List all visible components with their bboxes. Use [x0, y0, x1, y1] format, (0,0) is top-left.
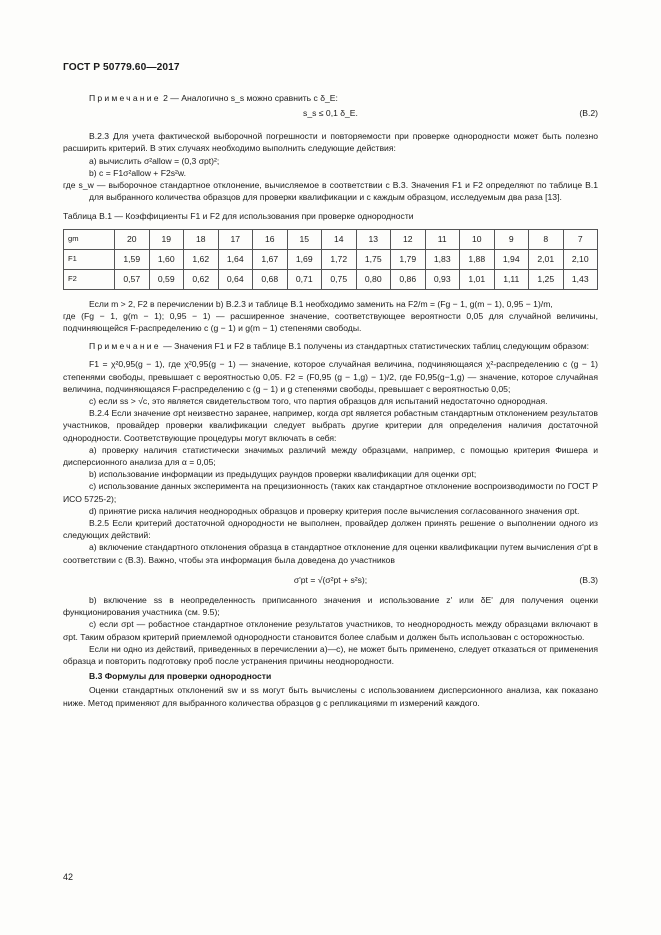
table-cell: 11 — [425, 229, 460, 249]
table-cell: 1,62 — [184, 249, 219, 269]
table-cell: 13 — [356, 229, 391, 249]
table-cell: 9 — [494, 229, 529, 249]
table-cell: 15 — [287, 229, 322, 249]
paragraph-m2: Если m > 2, F2 в перечислении b) B.2.3 и таблице B.1 необходимо заменить на F2/m = (Fg − 1, g(m − 1), 0,95 − 1)/m, — [89, 298, 553, 309]
note-text: — Значения F1 и F2 в таблице B.1 получены из стандартных статистических таблиц следующим образом: — [163, 341, 590, 352]
table-cell: 0,64 — [218, 269, 253, 289]
where-sw: где s_w — выборочное стандартное отклонение, вычисляемое в соответствии с B.3. Значения F1 и F2 определяют по таблице B.1 для выбранного количества образцов для проверки квалификации и с каждым образцом, исследуемым два раза [13]. — [63, 180, 598, 203]
table-caption: Таблица B.1 — Коэффициенты F1 и F2 для использования при проверке однородности — [63, 211, 414, 222]
formula-b2-number: (B.2) — [579, 108, 598, 119]
page-number: 42 — [63, 872, 74, 882]
list-item-c: c) если ss > √c, это является свидетельством того, что партия образцов для испытаний недостаточно однородная. — [89, 396, 548, 407]
table-cell: 1,25 — [529, 269, 564, 289]
b25-closing: Если ни одно из действий, приведенных в перечислении a)—c), не может быть применено, следует отказаться от применения образца и повторить подготовку проб после устранения причины неоднородности. — [63, 643, 598, 666]
table-header-row — [64, 229, 598, 249]
table-cell: 2,10 — [563, 249, 598, 269]
b24-item-a: a) проверку наличия статистически значимых различий между образцами, например, с помощью критерия Фишера и дисперсионного анализа для α = 0,05; — [63, 444, 598, 468]
paragraph-b24: B.2.4 Если значение σpt неизвестно заранее, например, когда σpt является робастным стандартным отклонением результатов участников, провайдер проверки квалификации следует выбрать другие критерии для определения наличия достаточной однородности. Соответствующие процедуры могут включать в себя: — [63, 408, 598, 443]
table-cell: 16 — [253, 229, 288, 249]
page-content — [63, 92, 598, 709]
b25-item-b: b) включение ss в неопределенность приписанного значения и использование z' или δE' для получения оценки функционирования участника (см. 9.5); — [63, 594, 598, 618]
b24-item-c: c) использование данных эксперимента на прецизионность (таких как стандартное отклонение воспроизводимости по ГОСТ Р ИСО 5725-2); — [63, 481, 598, 504]
note-3 — [63, 340, 598, 352]
section-heading-b3: B.3 Формулы для проверки однородности — [89, 671, 272, 682]
table-cell: 1,59 — [115, 249, 150, 269]
table-cell: 20 — [115, 229, 150, 249]
table-cell: 0,57 — [115, 269, 150, 289]
paragraph-b3: Оценки стандартных отклонений sw и ss могут быть вычислены с использованием дисперсионного анализа, как показано ниже. Метод применяют для выбранного количества образцов g с репликациями m измерений каждого. — [63, 685, 598, 708]
table-cell: 1,11 — [494, 269, 529, 289]
paragraph-b23: B.2.3 Для учета фактической выборочной погрешности и повторяемости при проверке однородности может быть полезно расширить критерий. В этих случаях необходимо выполнить следующие действия: — [63, 131, 598, 154]
formula-b2-expr: s_s ≤ 0,1 δ_E. — [303, 108, 358, 119]
table-cell: 1,67 — [253, 249, 288, 269]
table-cell: F2 — [64, 269, 115, 289]
formula-b3-number: (B.3) — [579, 574, 598, 585]
formula-b3 — [63, 566, 598, 594]
list-item-a: a) вычислить σ²allow = (0,3 σpt)²; — [89, 155, 220, 166]
table-cell: 2,01 — [529, 249, 564, 269]
table-cell: 0,93 — [425, 269, 460, 289]
table-cell: 10 — [460, 229, 495, 249]
table-cell: 0,86 — [391, 269, 426, 289]
table-cell: gm — [64, 229, 115, 249]
list-item-b: b) c = F1σ²allow + F2s²w. — [89, 167, 186, 178]
table-cell: 12 — [391, 229, 426, 249]
table-row-f2 — [64, 269, 598, 289]
note-label: Примечание — [89, 341, 161, 352]
table-cell: 0,62 — [184, 269, 219, 289]
table-cell: 1,69 — [287, 249, 322, 269]
table-cell: 0,68 — [253, 269, 288, 289]
table-cell: 1,43 — [563, 269, 598, 289]
paragraph-m2-where: где (Fg − 1, g(m − 1); 0,95 − 1) — расширенное значение, соответствующее вероятности 0,05 для случайной величины, подчиняющейся F-распределению с (g − 1) и g(m − 1) степенями свободы. — [63, 310, 598, 334]
table-cell: 19 — [149, 229, 184, 249]
document-header: ГОСТ Р 50779.60—2017 — [63, 62, 180, 73]
table-cell: 1,72 — [322, 249, 357, 269]
table-cell: 1,64 — [218, 249, 253, 269]
note-text: 2 — Аналогично s_s можно сравнить с δ_E: — [163, 93, 338, 103]
table-cell: 0,75 — [322, 269, 357, 289]
table-cell: 14 — [322, 229, 357, 249]
paragraph-b25: B.2.5 Если критерий достаточной однородности не выполнен, провайдер должен принять решение о выполнении одного из следующих действий: — [63, 518, 598, 541]
formula-b3-expr: σ'pt = √(σ²pt + s²s); — [293, 574, 368, 585]
table-row-f1 — [64, 249, 598, 269]
table-cell: 17 — [218, 229, 253, 249]
coefficients-table — [63, 229, 598, 290]
table-cell: 1,83 — [425, 249, 460, 269]
note-2 — [63, 92, 598, 104]
b24-item-d: d) принятие риска наличия неоднородных образцов и проверку критерия после вычисления согласованного значения σpt. — [89, 505, 580, 516]
table-cell: 7 — [563, 229, 598, 249]
table-cell: F1 — [64, 249, 115, 269]
table-cell: 0,71 — [287, 269, 322, 289]
b25-item-c: c) если σpt — робастное стандартное отклонение результатов участников, то неоднородность между образцами включают в σpt. Таким образом критерий приемлемой однородности становится более слабым и должен быть использован с осторожностью. — [63, 619, 598, 642]
table-cell: 1,88 — [460, 249, 495, 269]
table-cell: 1,94 — [494, 249, 529, 269]
b24-item-b: b) использование информации из предыдущих раундов проверки квалификации для оценки σpt; — [89, 469, 477, 480]
table-cell: 1,79 — [391, 249, 426, 269]
table-cell: 1,75 — [356, 249, 391, 269]
b25-item-a: a) включение стандартного отклонения образца в стандартное отклонение для оценки квалификации путем вычисления σ'pt в соответствии с (B.3). Важно, чтобы эта информация была доведена до участников — [63, 542, 598, 565]
table-cell: 1,01 — [460, 269, 495, 289]
note-3-body: F1 = χ²0,95(g − 1), где χ²0,95(g − 1) — значение, которое случайная величина, подчиняющаяся χ²-распределению с (g − 1) степенями свободы, превышает с вероятностью 0,05. F2 = (F0,95 (g − 1,g) − 1)/2, где F0,95(g−1,g) — значение, которое случайная величина, подчиняющаяся F-распределению с (g − 1) и g степенями свободы, превышает с вероятностью 0,05; — [63, 359, 598, 394]
formula-b2 — [63, 104, 598, 124]
table-cell: 8 — [529, 229, 564, 249]
table-cell: 18 — [184, 229, 219, 249]
note-label: Примечание — [89, 93, 161, 103]
table-cell: 1,60 — [149, 249, 184, 269]
table-cell: 0,80 — [356, 269, 391, 289]
table-cell: 0,59 — [149, 269, 184, 289]
